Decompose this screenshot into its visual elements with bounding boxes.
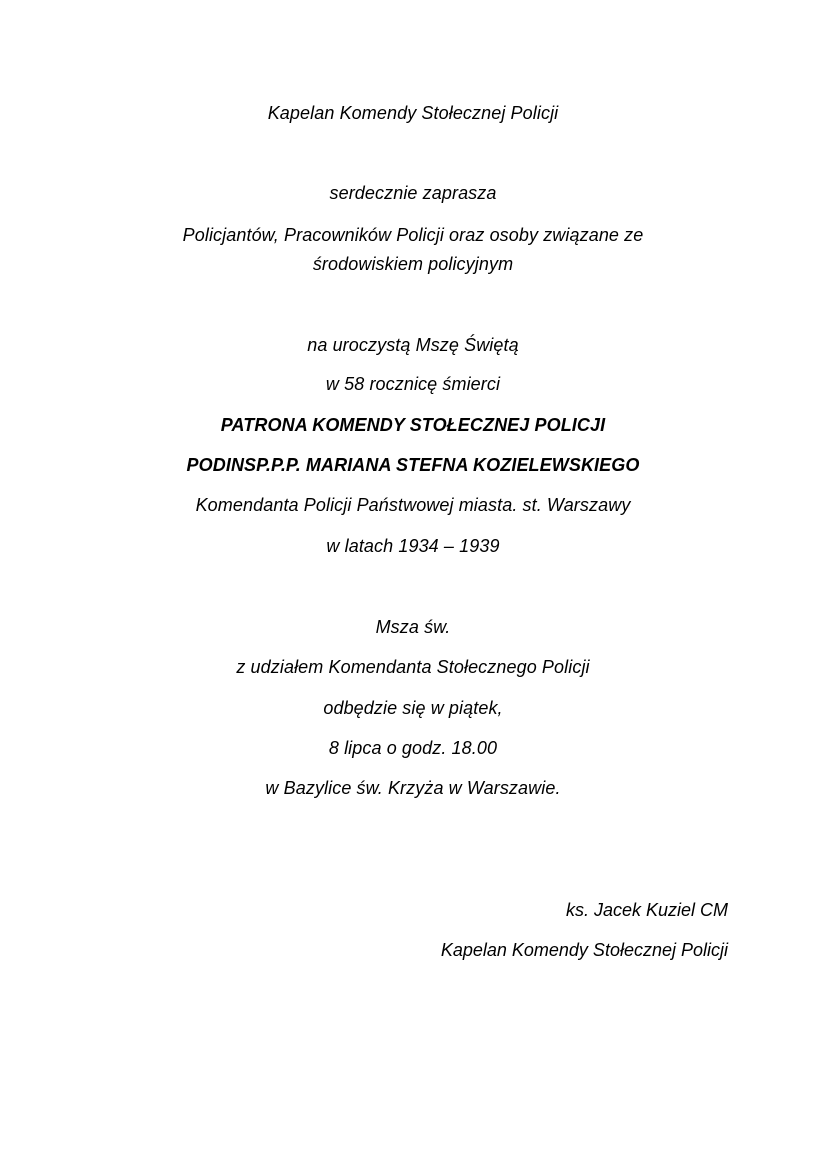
signature-title: Kapelan Komendy Stołecznej Policji	[440, 940, 728, 960]
anniversary-line: w 58 rocznicę śmierci	[325, 374, 501, 394]
audience-line-2: środowiskiem policyjnym	[312, 254, 514, 274]
participation-line: z udziałem Komendanta Stołecznego Policji	[236, 657, 590, 677]
mass-short-line: Msza św.	[375, 617, 451, 637]
patron-years-line: w latach 1934 – 1939	[326, 536, 500, 556]
audience-line-1: Policjantów, Pracowników Policji oraz osoby związane ze	[182, 225, 644, 245]
signature-name: ks. Jacek Kuziel CM	[565, 900, 728, 920]
invites-line: serdecznie zaprasza	[329, 183, 497, 203]
patron-name-line: PODINSP.P.P. MARIANA STEFNA KOZIELEWSKIEGO	[186, 455, 640, 475]
place-line: w Bazylice św. Krzyża w Warszawie.	[265, 778, 561, 798]
patron-title-line: PATRONA KOMENDY STOŁECZNEJ POLICJI	[220, 415, 606, 435]
header-line: Kapelan Komendy Stołecznej Policji	[267, 103, 559, 123]
patron-role-line: Komendanta Policji Państwowej miasta. st. Warszawy	[195, 495, 631, 515]
date-time-line: 8 lipca o godz. 18.00	[328, 738, 498, 758]
mass-line: na uroczystą Mszę Świętą	[307, 335, 519, 355]
day-line: odbędzie się w piątek,	[323, 698, 503, 718]
